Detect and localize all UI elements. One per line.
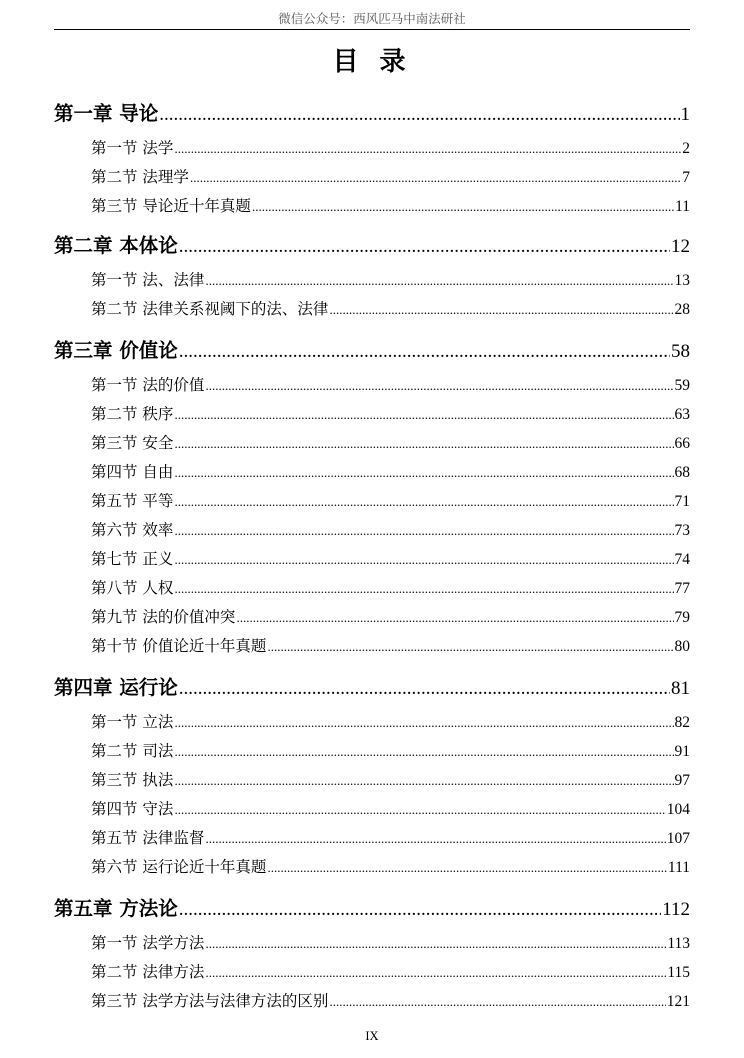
section-title: 第三节 安全	[91, 434, 174, 452]
page-ref: 97	[674, 772, 690, 789]
toc-chapter-entry[interactable]	[54, 230, 690, 256]
dot-leader	[179, 341, 670, 363]
section-title: 第三节 导论近十年真题	[91, 197, 251, 215]
page-ref: 58	[671, 341, 690, 362]
section-title: 第一节 法学	[91, 139, 174, 157]
dot-leader	[159, 104, 679, 126]
dot-leader	[190, 170, 681, 186]
dot-leader	[329, 994, 665, 1010]
toc-section-entry[interactable]	[91, 989, 690, 1011]
section-title: 第五节 平等	[91, 492, 174, 510]
toc-section-entry[interactable]	[91, 431, 690, 453]
dot-leader	[174, 581, 673, 597]
section-title: 第六节 运行论近十年真题	[91, 858, 267, 876]
toc-chapter-entry[interactable]	[54, 672, 690, 698]
toc-section-entry[interactable]	[91, 768, 690, 790]
page-ref: 80	[674, 638, 690, 655]
section-title: 第二节 秩序	[91, 405, 174, 423]
toc-section-entry[interactable]	[91, 268, 690, 290]
toc-section-entry[interactable]	[91, 855, 690, 877]
page-ref: 104	[666, 801, 690, 818]
dot-leader	[179, 678, 670, 700]
dot-leader	[205, 965, 666, 981]
section-title: 第四节 守法	[91, 800, 174, 818]
chapter-title: 第二章 本体论	[54, 234, 178, 257]
toc-section-entry[interactable]	[91, 576, 690, 598]
page-ref: 121	[666, 993, 690, 1010]
dot-leader	[174, 141, 681, 157]
toc-section-entry[interactable]	[91, 194, 690, 216]
chapter-title: 第五章 方法论	[54, 897, 178, 920]
dot-leader	[174, 465, 673, 481]
section-title: 第一节 法、法律	[91, 271, 205, 289]
dot-leader	[205, 378, 673, 394]
dot-leader	[252, 199, 674, 215]
dot-leader	[179, 899, 661, 921]
toc-chapter-entry[interactable]	[54, 98, 690, 124]
section-title: 第一节 法学方法	[91, 934, 205, 952]
section-title: 第六节 效率	[91, 521, 174, 539]
page-header: 微信公众号：西风匹马中南法研社	[278, 11, 466, 26]
dot-leader	[174, 436, 673, 452]
page-ref: 111	[667, 859, 690, 876]
toc-section-entry[interactable]	[91, 931, 690, 953]
section-title: 第一节 立法	[91, 713, 174, 731]
page-ref: 63	[674, 406, 690, 423]
page-ref: 79	[674, 609, 690, 626]
toc-section-entry[interactable]	[91, 297, 690, 319]
toc-section-entry[interactable]	[91, 547, 690, 569]
toc-section-entry[interactable]	[91, 605, 690, 627]
section-title: 第二节 司法	[91, 742, 174, 760]
page-ref: 81	[671, 678, 690, 699]
dot-leader	[205, 831, 665, 847]
page-ref: 59	[674, 377, 690, 394]
section-title: 第五节 法律监督	[91, 829, 205, 847]
page-ref: 7	[682, 169, 690, 186]
page-ref: 11	[675, 198, 690, 215]
toc-section-entry[interactable]	[91, 739, 690, 761]
dot-leader	[174, 552, 673, 568]
dot-leader	[267, 860, 666, 876]
page-ref: 91	[674, 743, 690, 760]
page-number: IX	[365, 1029, 379, 1043]
page-title: 目 录	[332, 47, 412, 77]
dot-leader	[205, 273, 673, 289]
page-ref: 82	[674, 714, 690, 731]
page-ref: 1	[680, 104, 690, 125]
toc-section-entry[interactable]	[91, 402, 690, 424]
section-title: 第二节 法律方法	[91, 963, 205, 981]
toc-section-entry[interactable]	[91, 489, 690, 511]
section-title: 第三节 执法	[91, 771, 174, 789]
dot-leader	[236, 610, 673, 626]
chapter-title: 第一章 导论	[54, 102, 159, 125]
section-title: 第四节 自由	[91, 463, 174, 481]
dot-leader	[174, 802, 665, 818]
dot-leader	[174, 523, 673, 539]
toc-section-entry[interactable]	[91, 634, 690, 656]
toc-section-entry[interactable]	[91, 460, 690, 482]
toc-section-entry[interactable]	[91, 136, 690, 158]
section-title: 第二节 法理学	[91, 168, 189, 186]
section-title: 第七节 正义	[91, 550, 174, 568]
page-ref: 28	[674, 301, 690, 318]
toc-section-entry[interactable]	[91, 518, 690, 540]
page-ref: 13	[674, 272, 690, 289]
toc-section-entry[interactable]	[91, 373, 690, 395]
section-title: 第八节 人权	[91, 579, 174, 597]
dot-leader	[174, 744, 673, 760]
page-ref: 77	[674, 580, 690, 597]
toc-section-entry[interactable]	[91, 960, 690, 982]
page-ref: 71	[674, 493, 690, 510]
dot-leader	[174, 407, 673, 423]
page-ref: 68	[674, 464, 690, 481]
page-ref: 107	[666, 830, 690, 847]
dot-leader	[267, 639, 673, 655]
dot-leader	[329, 302, 673, 318]
toc-chapter-entry[interactable]	[54, 893, 690, 919]
page-ref: 112	[662, 899, 690, 920]
header-rule	[54, 29, 690, 30]
chapter-title: 第三章 价值论	[54, 339, 178, 362]
section-title: 第九节 法的价值冲突	[91, 608, 236, 626]
page-ref: 115	[667, 964, 690, 981]
chapter-title: 第四章 运行论	[54, 676, 178, 699]
page-ref: 113	[667, 935, 690, 952]
dot-leader	[174, 773, 673, 789]
toc-section-entry[interactable]	[91, 826, 690, 848]
dot-leader	[205, 936, 666, 952]
page-ref: 73	[674, 522, 690, 539]
dot-leader	[174, 494, 673, 510]
toc-section-entry[interactable]	[91, 797, 690, 819]
page-ref: 74	[674, 551, 690, 568]
page-ref: 66	[674, 435, 690, 452]
dot-leader	[174, 715, 673, 731]
page-ref: 2	[682, 140, 690, 157]
toc-section-entry[interactable]	[91, 165, 690, 187]
section-title: 第二节 法律关系视阈下的法、法律	[91, 300, 329, 318]
toc-section-entry[interactable]	[91, 710, 690, 732]
section-title: 第三节 法学方法与法律方法的区别	[91, 992, 329, 1010]
dot-leader	[179, 236, 670, 258]
page-ref: 12	[671, 236, 690, 257]
section-title: 第一节 法的价值	[91, 376, 205, 394]
toc-chapter-entry[interactable]	[54, 335, 690, 361]
section-title: 第十节 价值论近十年真题	[91, 637, 267, 655]
